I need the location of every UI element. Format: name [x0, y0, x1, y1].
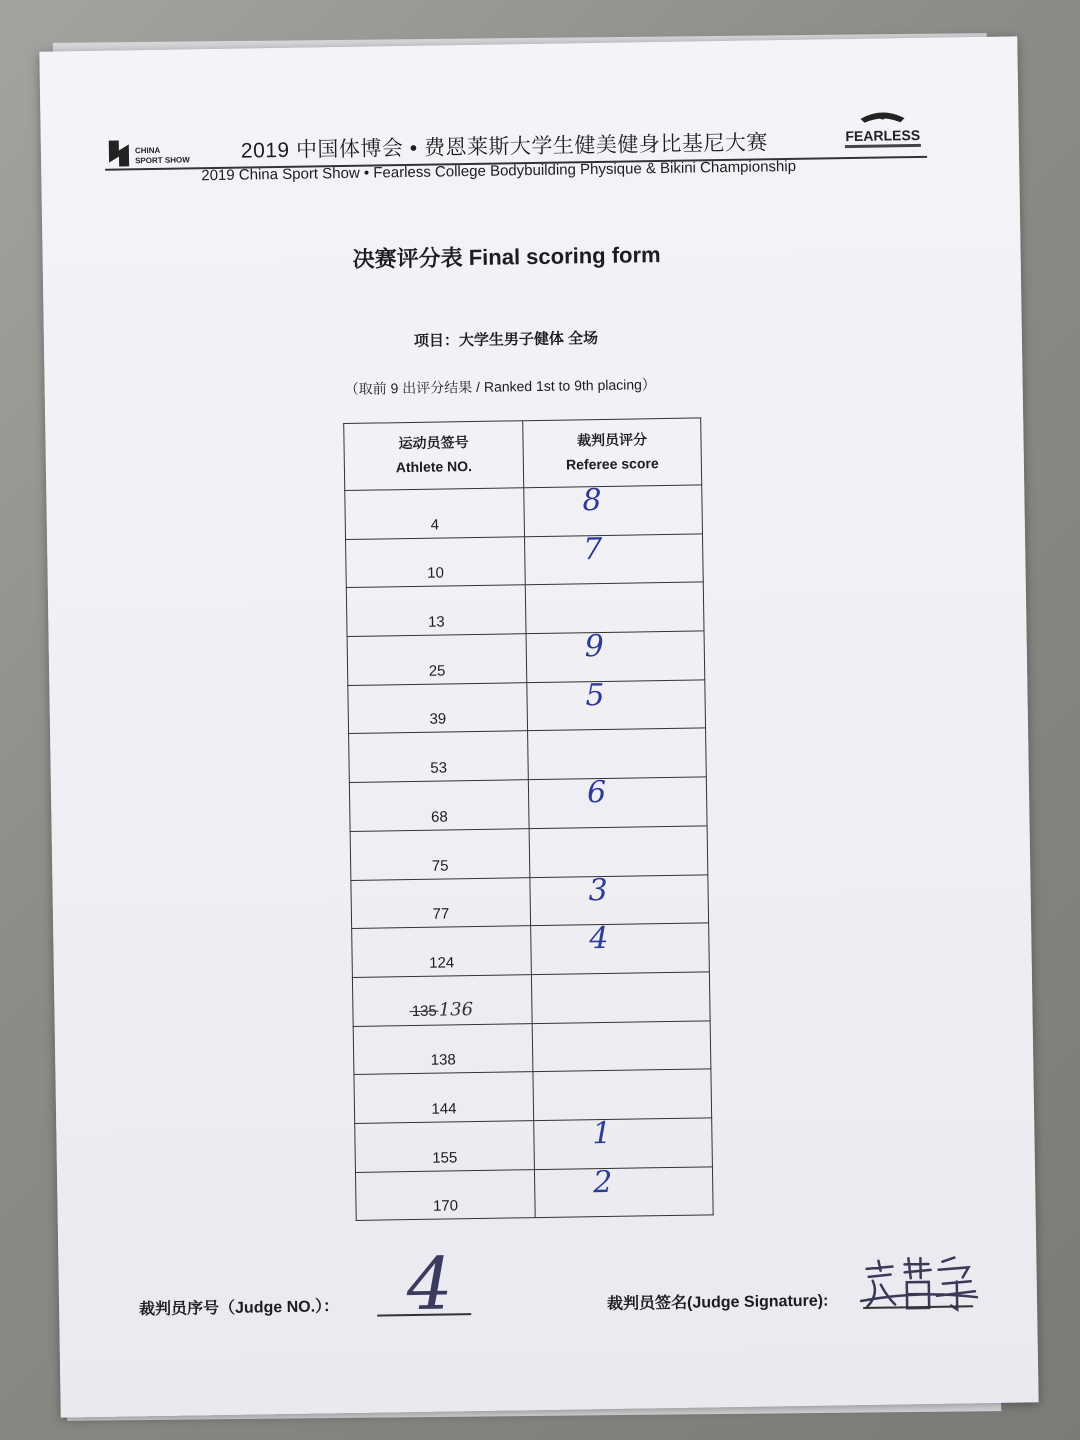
- china-sport-show-logo: [105, 135, 206, 171]
- table-row: [353, 1020, 711, 1074]
- score-cell: [530, 874, 709, 925]
- score-header-cn: 裁判员评分: [576, 431, 648, 449]
- table-header-row: [344, 418, 702, 491]
- score-cell: [526, 631, 705, 682]
- table-row: [349, 728, 707, 782]
- table-row: [345, 485, 703, 539]
- event-title-english: 2019 China Sport Show • Fearless College Bodybuilding Physique & Bikini Championship: [201, 157, 797, 185]
- table-row: [355, 1166, 713, 1220]
- score-cell: [534, 1166, 713, 1217]
- table-row: [352, 972, 710, 1026]
- athlete-number: 138: [353, 1023, 533, 1074]
- athlete-header-en: Athlete NO.: [395, 458, 473, 476]
- scoring-sheet: [39, 36, 1038, 1417]
- score-cell: [525, 582, 704, 633]
- svg-text:FEARLESS: FEARLESS: [845, 126, 921, 145]
- score-cell: [532, 1020, 711, 1071]
- table-row: [349, 777, 707, 831]
- table-row: [347, 631, 705, 685]
- score-cell: [531, 972, 710, 1023]
- handwritten-score: 4: [589, 921, 609, 957]
- table-row: [351, 874, 709, 928]
- handwritten-score: 8: [582, 482, 602, 519]
- score-cell: [528, 777, 707, 828]
- table-row: [350, 826, 708, 880]
- athlete-number: 155: [355, 1121, 535, 1172]
- event-title-chinese: 2019 中国体博会 • 费恩莱斯大学生健美健身比基尼大赛: [240, 131, 769, 163]
- judge-number-label: 裁判员序号（Judge NO.）：: [138, 1298, 340, 1319]
- judge-number-handwritten: 4: [406, 1241, 454, 1327]
- score-cell: [527, 677, 706, 731]
- handwritten-score: 7: [582, 531, 603, 567]
- athlete-number: 75: [350, 828, 530, 879]
- score-cell: [533, 1069, 712, 1120]
- struck-athlete-number: 135: [411, 1002, 437, 1020]
- form-title: 决赛评分表 Final scoring form: [352, 242, 661, 272]
- svg-text:SPORT SHOW: SPORT SHOW: [134, 155, 190, 166]
- score-column-header: [523, 418, 702, 488]
- athlete-header-cn: 运动员签号: [398, 434, 469, 452]
- fearless-logo: [840, 108, 925, 153]
- handwritten-score: 9: [584, 629, 605, 665]
- score-header-en: Referee score: [565, 455, 659, 473]
- athlete-number: 10: [346, 536, 526, 587]
- athlete-number: 77: [351, 877, 531, 928]
- handwritten-score: 1: [592, 1115, 612, 1152]
- table-row: [352, 923, 710, 977]
- athlete-number: 124: [352, 926, 532, 977]
- score-cell: [524, 482, 703, 536]
- athlete-number: 170: [355, 1169, 535, 1220]
- table-row: [346, 582, 704, 636]
- athlete-number: 68: [349, 780, 529, 831]
- athlete-number: 39: [348, 682, 528, 733]
- athlete-column-header: [344, 421, 524, 491]
- score-cell: [529, 826, 708, 877]
- score-cell: [534, 1115, 713, 1169]
- athlete-number: 13: [346, 585, 526, 636]
- athlete-number: 25: [347, 634, 527, 685]
- handwritten-score: 2: [592, 1164, 613, 1200]
- event-name: 项目：大学生男子健体 全场: [413, 330, 599, 350]
- table-row: [355, 1118, 713, 1172]
- score-cell: [531, 923, 710, 974]
- handwritten-score: 3: [588, 872, 608, 908]
- judge-signature-label: 裁判员签名(Judge Signature):: [606, 1292, 829, 1314]
- handwritten-score: 5: [585, 677, 605, 714]
- scoring-table: [343, 417, 713, 1221]
- ranking-note: （取前 9 出评分结果 / Ranked 1st to 9th placing）: [344, 376, 656, 398]
- athlete-number: 53: [349, 731, 529, 782]
- athlete-number: 144: [354, 1072, 534, 1123]
- athlete-number-corrected: [352, 975, 532, 1026]
- table-row: [346, 534, 704, 588]
- table-row: [354, 1069, 712, 1123]
- athlete-number: 4: [345, 488, 525, 539]
- handwritten-score: 6: [586, 775, 607, 811]
- handwritten-correction: 136: [438, 998, 474, 1021]
- table-row: [348, 680, 706, 734]
- score-cell: [525, 531, 704, 585]
- score-cell: [528, 728, 707, 779]
- svg-text:CHINA: CHINA: [134, 145, 161, 156]
